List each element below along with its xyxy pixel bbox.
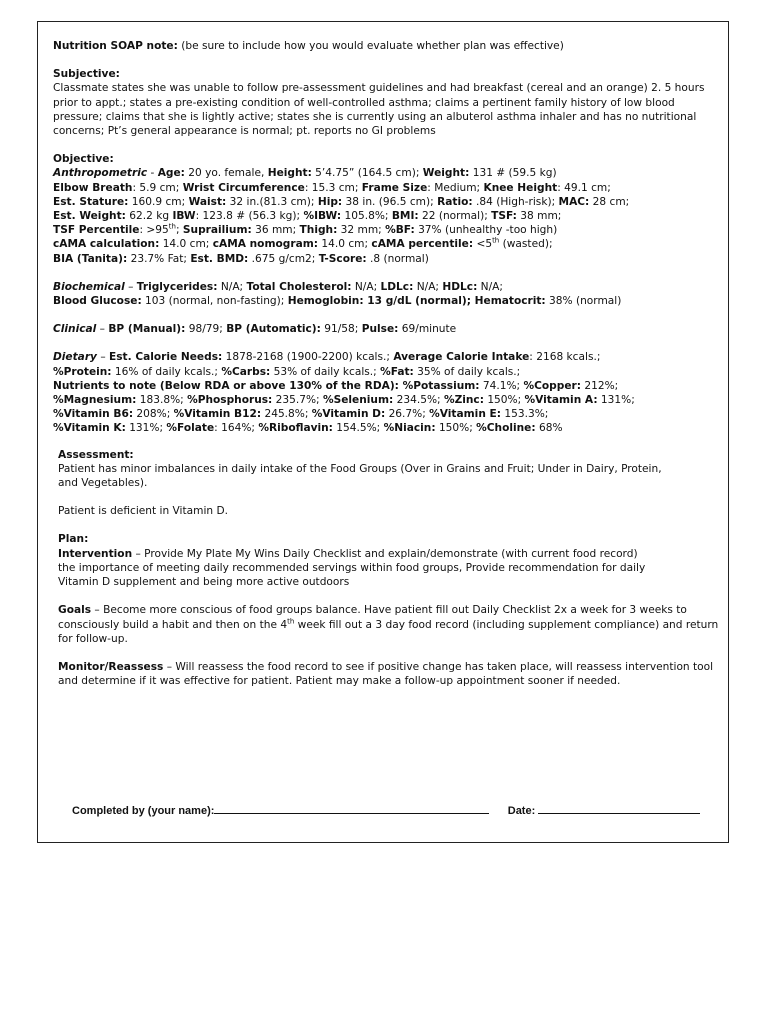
title-note: (be sure to include how you would evaluate whether plan was effective): [177, 40, 564, 52]
completed-by-label: Completed by (your name):: [72, 805, 215, 817]
assessment-text-2: Patient is deficient in Vitamin D.: [58, 505, 229, 518]
clinical-category: Clinical: [53, 323, 97, 336]
soap-note-form: [37, 21, 729, 843]
completed-by-row: [72, 802, 722, 818]
assessment-text-1: Patient has minor imbalances in daily intake of the Food Groups (Over in Grains and Fruit; Under in Dairy, Protein, and Vegetables).: [58, 462, 662, 490]
date-label: Date:: [507, 805, 536, 817]
subjective-text: Classmate states she was unable to follow pre-assessment guidelines and had breakfast (cereal and an orange) 2. 5 hours prior to appt.; states a pre-existing condition of well-controlled asthma; claims a pertinent family history of low blood pressure; claims that she is lightly active; states she is currently using an albuterol asthma inhaler and has no nutritional concerns; Pt’s general appearance is normal; pt. reports no GI problems: [53, 82, 705, 138]
biochemical-section: Biochemical – Triglycerides: N/A; Total Cholesterol: N/A; LDLc: N/A; HDLc: N/A; Blood Glucose: 103 (normal, non-fasting); Hemoglobin: 13 g/dL (normal); Hematocrit: 38% (normal): [53, 280, 622, 308]
completed-by-field[interactable]: [214, 802, 489, 814]
plan-goals: Goals – Become more conscious of food groups balance. Have patient fill out Daily Checklist 2x a week for 3 weeks to consciously build a habit and then on the 4th week fill out a 3 day food record (including supplement compliance) and return for follow-up.: [58, 604, 719, 645]
plan-heading: Plan:: [58, 533, 89, 546]
clinical-section: Clinical – BP (Manual): 98/79; BP (Automatic): 91/58; Pulse: 69/minute: [53, 323, 457, 336]
assessment-heading: Assessment:: [58, 448, 134, 461]
date-field[interactable]: [538, 802, 700, 814]
assessment-section: [58, 448, 723, 519]
dietary-section: Dietary – Est. Calorie Needs: 1878-2168 (1900-2200) kcals.; Average Calorie Intake: 2168 kcals.; %Protein: 16% of daily kcals.; %Carbs: 53% of daily kcals.; %Fat: 35% of daily kcals.; Nutrients to note (Below RDA or above 130% of the RDA): %Potassium: 74.1%; %Copper: 212%; %Magnesium: 183.8%; %Phosphorus: 235.7%; %Selenium: 234.5%; %Zinc: 150%; %Vitamin A: 131%; %Vitamin B6: 208%; %Vitamin B12: 245.8%; %Vitamin D: 26.7%; %Vitamin E: 153.3%; %Vitamin K: 131%; %Folate: 164%; %Riboflavin: 154.5%; %Niacin: 150%; %Choline: 68%: [53, 351, 635, 435]
anthropometric-section: Anthropometric - Age: 20 yo. female, Height: 5’4.75” (164.5 cm); Weight: 131 # (59.5 kg) Elbow Breath: 5.9 cm; Wrist Circumference: 15.3 cm; Frame Size: Medium; Knee Height: 49.1 cm; Est. Stature: 160.9 cm; Waist: 32 in.(81.3 cm); Hip: 38 in. (96.5 cm); Ratio: .84 (High-risk); MAC: 28 cm; Est. Weight: 62.2 kg IBW: 123.8 # (56.3 kg); %IBW: 105.8%; BMI: 22 (normal); TSF: 38 mm; TSF Percentile: >95th; Suprailium: 36 mm; Thigh: 32 mm; %BF: 37% (unhealthy -too high) cAMA calculation: 14.0 cm; cAMA nomogram: 14.0 cm; cAMA percentile: <5th (wasted); BIA (Tanita): 23.7% Fat; Est. BMD: .675 g/cm2; T-Score: .8 (normal): [53, 167, 630, 265]
form-title: [53, 39, 723, 53]
dietary-category: Dietary: [53, 351, 97, 364]
plan-monitor: Monitor/Reassess – Will reassess the food record to see if positive change has taken place, will reassess intervention tool and determine if it was effective for patient. Patient may make a follow-up appointment sooner if needed.: [58, 660, 714, 688]
title-label: Nutrition SOAP note:: [53, 40, 178, 52]
subjective-heading: Subjective:: [53, 68, 120, 81]
anthropometric-category: Anthropometric: [53, 167, 148, 180]
objective-heading: Objective:: [53, 153, 114, 166]
form-content: [53, 39, 723, 688]
plan-section: [58, 532, 719, 688]
biochemical-category: Biochemical: [53, 280, 125, 293]
plan-intervention: Intervention – Provide My Plate My Wins Daily Checklist and explain/demonstrate (with current food record) the importance of meeting daily recommended servings within food groups, Provide recommendation for daily Vitamin D supplement and being more active outdoors: [58, 547, 646, 589]
